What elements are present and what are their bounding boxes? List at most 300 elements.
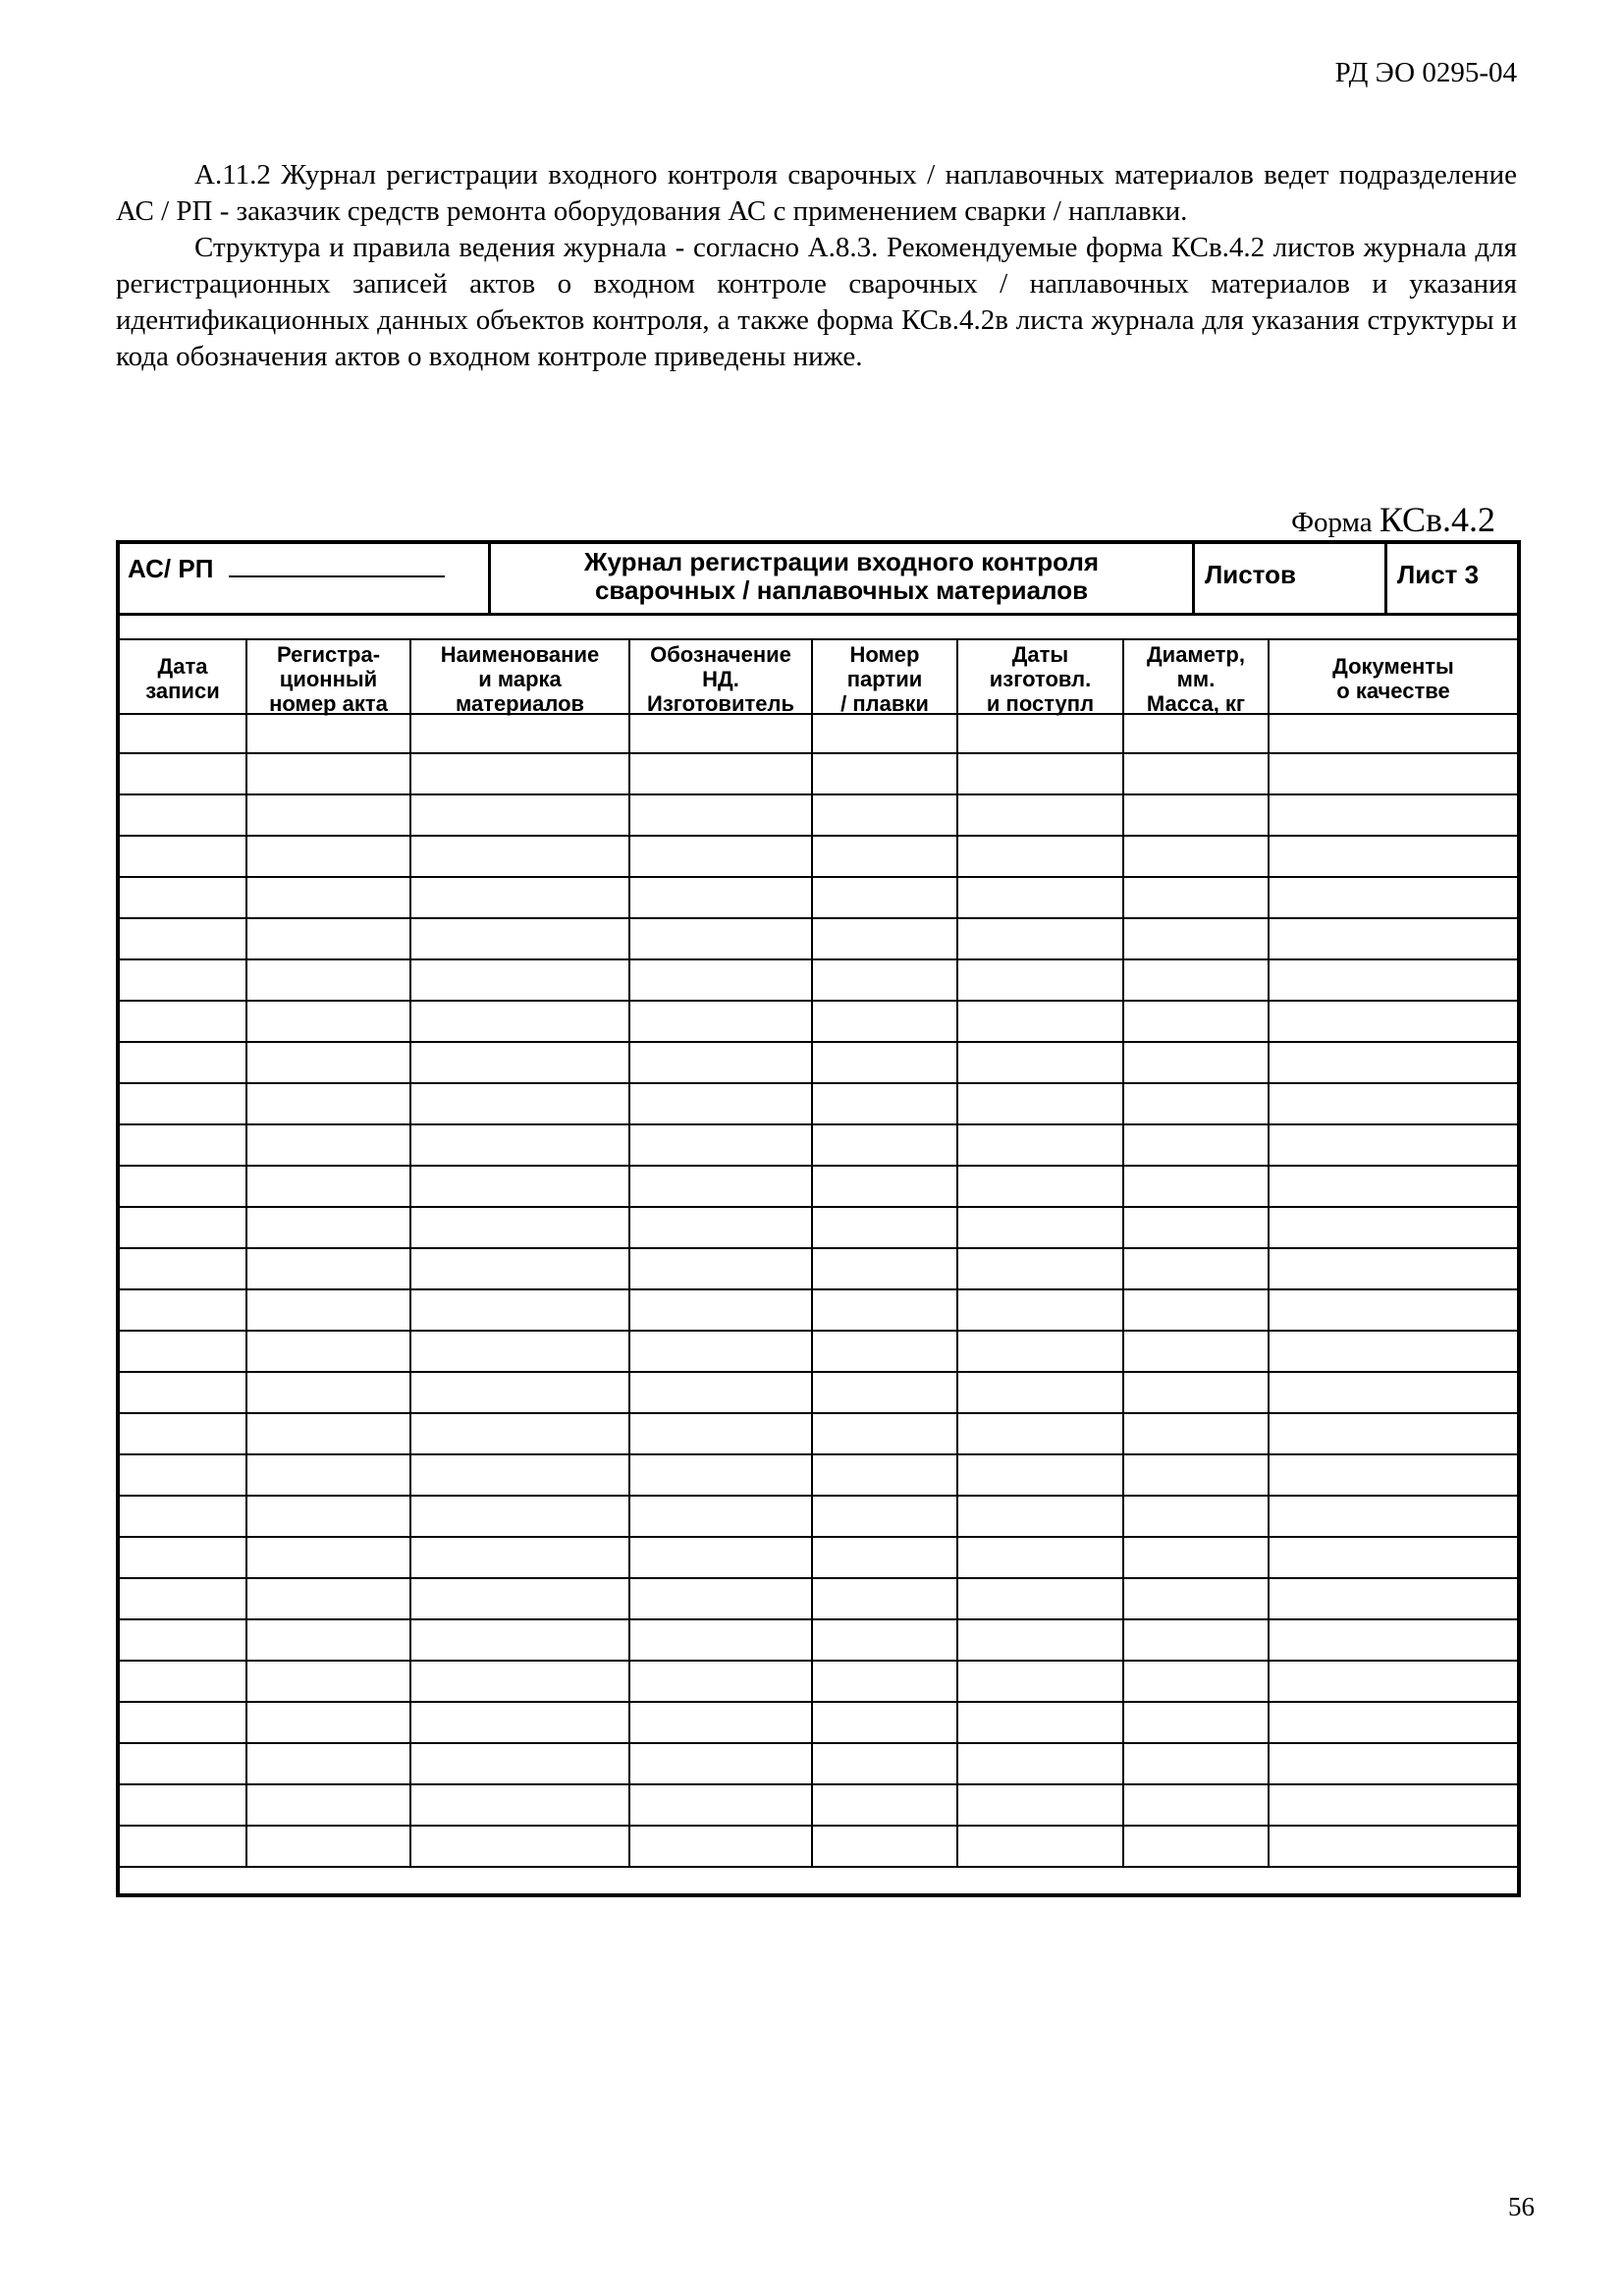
table-cell[interactable] <box>813 1414 958 1453</box>
table-row <box>120 1125 1517 1167</box>
table-cell[interactable] <box>247 1827 411 1866</box>
table-cell[interactable] <box>630 878 813 917</box>
table-cell[interactable] <box>958 1538 1124 1577</box>
table-cell[interactable] <box>247 1125 411 1165</box>
table-cell[interactable] <box>813 1043 958 1082</box>
table-cell[interactable] <box>411 1167 630 1206</box>
table-cell[interactable] <box>630 1332 813 1371</box>
table-cell[interactable] <box>1270 1785 1517 1825</box>
table-cell[interactable] <box>411 878 630 917</box>
table-cell[interactable] <box>1270 837 1517 876</box>
table-cell[interactable] <box>630 1043 813 1082</box>
table-cell[interactable] <box>813 960 958 1000</box>
table-cell[interactable] <box>1124 1167 1270 1206</box>
table-cell[interactable] <box>813 1827 958 1866</box>
table-cell[interactable] <box>813 837 958 876</box>
table-cell[interactable] <box>247 1744 411 1783</box>
journal-header <box>120 544 1517 616</box>
table-cell[interactable] <box>1124 713 1270 752</box>
table-cell[interactable] <box>247 1084 411 1123</box>
table-cell[interactable] <box>120 1662 247 1701</box>
table-cell[interactable] <box>813 1002 958 1041</box>
table-cell[interactable] <box>120 1002 247 1041</box>
table-cell[interactable] <box>120 1249 247 1288</box>
table-cell[interactable] <box>630 919 813 958</box>
column-header <box>247 638 411 716</box>
table-cell[interactable] <box>813 1785 958 1825</box>
table-cell[interactable] <box>813 919 958 958</box>
column-header <box>120 638 247 713</box>
table-cell[interactable] <box>120 919 247 958</box>
table-cell[interactable] <box>411 1497 630 1536</box>
table-cell[interactable] <box>1270 1497 1517 1536</box>
table-cell[interactable] <box>411 1744 630 1783</box>
table-cell[interactable] <box>247 1414 411 1453</box>
table-cell[interactable] <box>411 1579 630 1618</box>
table-cell[interactable] <box>247 1373 411 1412</box>
table-cell[interactable] <box>1270 1827 1517 1866</box>
table-cell[interactable] <box>958 1290 1124 1330</box>
table-row <box>120 713 1517 754</box>
table-cell[interactable] <box>247 1455 411 1495</box>
column-header-line: Регистра- <box>276 642 381 667</box>
table-cell[interactable] <box>411 795 630 835</box>
table-cell[interactable] <box>958 1167 1124 1206</box>
table-cell[interactable] <box>120 1538 247 1577</box>
table-cell[interactable] <box>958 1785 1124 1825</box>
table-cell[interactable] <box>247 1332 411 1371</box>
table-cell[interactable] <box>120 1827 247 1866</box>
table-cell[interactable] <box>411 1785 630 1825</box>
table-cell[interactable] <box>120 795 247 835</box>
table-cell[interactable] <box>1124 1497 1270 1536</box>
column-header-line: партии <box>846 667 923 691</box>
table-cell[interactable] <box>813 1703 958 1742</box>
column-header-line: номер акта <box>269 691 388 716</box>
table-cell[interactable] <box>630 1125 813 1165</box>
table-row <box>120 1167 1517 1208</box>
table-cell[interactable] <box>1270 1538 1517 1577</box>
table-cell[interactable] <box>813 1332 958 1371</box>
table-cell[interactable] <box>411 1208 630 1247</box>
table-cell[interactable] <box>411 1332 630 1371</box>
table-cell[interactable] <box>1270 1373 1517 1412</box>
table-cell[interactable] <box>247 1538 411 1577</box>
table-cell[interactable] <box>958 1002 1124 1041</box>
table-cell[interactable] <box>1124 1827 1270 1866</box>
table-cell[interactable] <box>247 1167 411 1206</box>
table-cell[interactable] <box>1270 1125 1517 1165</box>
table-row <box>120 1744 1517 1785</box>
column-header-line: Масса, кг <box>1146 691 1246 716</box>
table-row <box>120 1579 1517 1620</box>
table-cell[interactable] <box>120 837 247 876</box>
column-header-line: / плавки <box>840 691 929 716</box>
table-cell[interactable] <box>630 1538 813 1577</box>
table-cell[interactable] <box>813 1249 958 1288</box>
table-cell[interactable] <box>411 1538 630 1577</box>
paragraph: Структура и правила ведения журнала - согласно А.8.3. Рекомендуемые форма КСв.4.2 листов журнала для регистрационных записей актов о входном контроле сварочных / наплавочных материалов и указания идентификационных данных объектов контроля, а также форма КСв.4.2в листа журнала для указания структуры и кода обозначения актов о входном контроле приведены ниже. <box>116 232 1517 372</box>
column-header-line: Диаметр, <box>1147 642 1245 667</box>
table-cell[interactable] <box>411 1290 630 1330</box>
table-cell[interactable] <box>630 713 813 752</box>
table-cell[interactable] <box>958 837 1124 876</box>
table-cell[interactable] <box>247 1249 411 1288</box>
table-cell[interactable] <box>247 713 411 752</box>
column-header-line: Даты <box>1011 642 1069 667</box>
table-cell[interactable] <box>958 1249 1124 1288</box>
table-cell[interactable] <box>813 795 958 835</box>
table-cell[interactable] <box>1270 795 1517 835</box>
table-cell[interactable] <box>1270 1455 1517 1495</box>
table-cell[interactable] <box>1270 1249 1517 1288</box>
table-cell[interactable] <box>247 1662 411 1701</box>
table-row <box>120 1332 1517 1373</box>
table-cell[interactable] <box>958 1208 1124 1247</box>
table-cell[interactable] <box>630 1167 813 1206</box>
table-cell[interactable] <box>247 1785 411 1825</box>
table-row <box>120 1662 1517 1703</box>
journal-form <box>116 540 1521 1897</box>
table-row <box>120 960 1517 1002</box>
table-cell[interactable] <box>630 1084 813 1123</box>
table-cell[interactable] <box>813 713 958 752</box>
table-cell[interactable] <box>1124 1455 1270 1495</box>
table-cell[interactable] <box>1270 960 1517 1000</box>
column-header-line: записи <box>145 679 220 703</box>
table-row <box>120 1043 1517 1084</box>
form-code: КСв.4.2 <box>1379 500 1495 539</box>
table-row <box>120 1538 1517 1579</box>
column-header-line: ционный <box>279 667 378 691</box>
table-cell[interactable] <box>1124 1125 1270 1165</box>
table-cell[interactable] <box>1124 1414 1270 1453</box>
table-cell[interactable] <box>1270 1167 1517 1206</box>
table-cell[interactable] <box>813 1208 958 1247</box>
table-cell[interactable] <box>247 1208 411 1247</box>
table-cell[interactable] <box>1124 1703 1270 1742</box>
org-label: АС/ РП <box>128 554 214 583</box>
table-cell[interactable] <box>630 960 813 1000</box>
table-cell[interactable] <box>630 837 813 876</box>
table-cell[interactable] <box>1270 713 1517 752</box>
table-cell[interactable] <box>630 795 813 835</box>
table-cell[interactable] <box>1124 1579 1270 1618</box>
table-cell[interactable] <box>120 1167 247 1206</box>
table-row <box>120 795 1517 837</box>
column-header-line: Наименование <box>440 642 600 667</box>
table-cell[interactable] <box>1124 1084 1270 1123</box>
table-row <box>120 1373 1517 1414</box>
table-row <box>120 1497 1517 1538</box>
table-cell[interactable] <box>411 1249 630 1288</box>
table-cell[interactable] <box>630 1785 813 1825</box>
table-cell[interactable] <box>813 1167 958 1206</box>
journal-title-line: сварочных / наплавочных материалов <box>594 575 1089 605</box>
table-cell[interactable] <box>1124 919 1270 958</box>
table-cell[interactable] <box>120 1084 247 1123</box>
table-cell[interactable] <box>411 919 630 958</box>
table-cell[interactable] <box>120 1414 247 1453</box>
table-cell[interactable] <box>1270 1002 1517 1041</box>
table-cell[interactable] <box>958 1332 1124 1371</box>
table-cell[interactable] <box>958 1414 1124 1453</box>
form-label-prefix: Форма <box>1291 507 1373 538</box>
table-cell[interactable] <box>630 1414 813 1453</box>
table-cell[interactable] <box>813 1084 958 1123</box>
column-header-line: Дата <box>157 654 208 679</box>
table-cell[interactable] <box>247 1002 411 1041</box>
table-cell[interactable] <box>1124 1538 1270 1577</box>
sheet-number: Лист 3 <box>1397 560 1480 589</box>
table-cell[interactable] <box>630 1497 813 1536</box>
table-cell[interactable] <box>1124 1290 1270 1330</box>
table-cell[interactable] <box>1124 1620 1270 1660</box>
table-cell[interactable] <box>120 878 247 917</box>
table-row <box>120 1249 1517 1290</box>
table-cell[interactable] <box>1124 1332 1270 1371</box>
column-header-line: изготовл. <box>989 667 1092 691</box>
column-header-line: и поступл <box>986 691 1095 716</box>
table-cell[interactable] <box>630 1373 813 1412</box>
table-cell[interactable] <box>813 1455 958 1495</box>
table-cell[interactable] <box>120 713 247 752</box>
table-cell[interactable] <box>1124 1373 1270 1412</box>
table-cell[interactable] <box>813 1125 958 1165</box>
table-cell[interactable] <box>120 1620 247 1660</box>
table-cell[interactable] <box>958 1662 1124 1701</box>
table-cell[interactable] <box>630 1827 813 1866</box>
table-cell[interactable] <box>120 1125 247 1165</box>
table-cell[interactable] <box>630 1579 813 1618</box>
table-cell[interactable] <box>1270 1290 1517 1330</box>
table-cell[interactable] <box>120 1579 247 1618</box>
table-cell[interactable] <box>813 1538 958 1577</box>
table-cell[interactable] <box>958 1497 1124 1536</box>
table-cell[interactable] <box>411 1043 630 1082</box>
separator-row <box>120 613 1517 640</box>
journal-title-line: Журнал регистрации входного контроля <box>583 547 1100 576</box>
table-cell[interactable] <box>813 1373 958 1412</box>
table-row <box>120 1785 1517 1827</box>
table-cell[interactable] <box>958 1579 1124 1618</box>
table-cell[interactable] <box>411 1125 630 1165</box>
table-cell[interactable] <box>1270 754 1517 793</box>
table-cell[interactable] <box>411 837 630 876</box>
table-cell[interactable] <box>1124 795 1270 835</box>
table-row <box>120 1084 1517 1125</box>
table-cell[interactable] <box>411 1084 630 1123</box>
table-row <box>120 878 1517 919</box>
table-cell[interactable] <box>120 1703 247 1742</box>
table-row <box>120 754 1517 795</box>
table-cell[interactable] <box>958 1703 1124 1742</box>
table-cell[interactable] <box>120 1290 247 1330</box>
page-number: 56 <box>1508 2192 1535 2221</box>
table-cell[interactable] <box>1270 1043 1517 1082</box>
table-cell[interactable] <box>411 1703 630 1742</box>
document-code: РД ЭО 0295-04 <box>1334 57 1517 88</box>
table-cell[interactable] <box>1270 1703 1517 1742</box>
table-cell[interactable] <box>1124 1662 1270 1701</box>
table-cell[interactable] <box>630 1620 813 1660</box>
journal-rows <box>120 713 1517 1868</box>
table-cell[interactable] <box>120 1785 247 1825</box>
table-cell[interactable] <box>1270 1332 1517 1371</box>
column-header-line: НД. <box>702 667 739 691</box>
table-row <box>120 1827 1517 1868</box>
table-row <box>120 1002 1517 1043</box>
column-header-line: Документы <box>1332 654 1454 679</box>
table-cell[interactable] <box>247 1497 411 1536</box>
table-cell[interactable] <box>958 754 1124 793</box>
table-cell[interactable] <box>1124 1208 1270 1247</box>
table-cell[interactable] <box>813 1579 958 1618</box>
table-cell[interactable] <box>1124 1002 1270 1041</box>
table-row <box>120 1703 1517 1744</box>
table-cell[interactable] <box>411 1662 630 1701</box>
table-cell[interactable] <box>958 1373 1124 1412</box>
column-header-line: Изготовитель <box>647 691 794 716</box>
table-cell[interactable] <box>958 1620 1124 1660</box>
table-cell[interactable] <box>958 1827 1124 1866</box>
table-cell[interactable] <box>247 754 411 793</box>
table-cell[interactable] <box>120 754 247 793</box>
table-cell[interactable] <box>958 1125 1124 1165</box>
table-row <box>120 1620 1517 1662</box>
table-cell[interactable] <box>1270 1084 1517 1123</box>
table-cell[interactable] <box>813 878 958 917</box>
table-cell[interactable] <box>630 754 813 793</box>
table-cell[interactable] <box>1270 919 1517 958</box>
table-cell[interactable] <box>630 1455 813 1495</box>
table-cell[interactable] <box>1124 1744 1270 1783</box>
table-cell[interactable] <box>630 1208 813 1247</box>
table-cell[interactable] <box>1270 1208 1517 1247</box>
column-header-line: и марка <box>478 667 562 691</box>
table-cell[interactable] <box>958 878 1124 917</box>
table-cell[interactable] <box>247 960 411 1000</box>
table-cell[interactable] <box>411 1620 630 1660</box>
table-cell[interactable] <box>1124 754 1270 793</box>
column-header <box>411 638 630 716</box>
table-cell[interactable] <box>958 1455 1124 1495</box>
table-cell[interactable] <box>120 1332 247 1371</box>
table-cell[interactable] <box>411 754 630 793</box>
table-row <box>120 1208 1517 1249</box>
table-cell[interactable] <box>958 919 1124 958</box>
table-cell[interactable] <box>958 1744 1124 1783</box>
table-cell[interactable] <box>958 1084 1124 1123</box>
table-cell[interactable] <box>958 960 1124 1000</box>
table-cell[interactable] <box>120 1043 247 1082</box>
table-cell[interactable] <box>1270 1414 1517 1453</box>
org-field <box>120 544 491 613</box>
column-header-line: Номер <box>849 642 920 667</box>
table-cell[interactable] <box>813 1620 958 1660</box>
table-cell[interactable] <box>630 1744 813 1783</box>
table-cell[interactable] <box>958 1043 1124 1082</box>
table-cell[interactable] <box>120 1208 247 1247</box>
table-cell[interactable] <box>1124 878 1270 917</box>
table-cell[interactable] <box>813 1662 958 1701</box>
table-cell[interactable] <box>247 1043 411 1082</box>
table-cell[interactable] <box>813 1497 958 1536</box>
table-cell[interactable] <box>411 1414 630 1453</box>
table-cell[interactable] <box>813 1744 958 1783</box>
sheets-count: Листов <box>1195 544 1387 613</box>
form-label <box>1291 499 1495 540</box>
table-cell[interactable] <box>411 960 630 1000</box>
table-cell[interactable] <box>247 1703 411 1742</box>
table-cell[interactable] <box>247 837 411 876</box>
table-cell[interactable] <box>411 1827 630 1866</box>
table-row <box>120 837 1517 878</box>
table-cell[interactable] <box>120 960 247 1000</box>
table-cell[interactable] <box>958 713 1124 752</box>
table-cell[interactable] <box>630 1290 813 1330</box>
body-text <box>116 157 1517 375</box>
table-cell[interactable] <box>411 1373 630 1412</box>
column-header <box>1270 638 1517 713</box>
table-cell[interactable] <box>1270 1744 1517 1783</box>
column-header-line: о качестве <box>1336 679 1450 703</box>
table-cell[interactable] <box>247 1620 411 1660</box>
column-header <box>1124 638 1270 716</box>
column-header-row <box>120 638 1517 715</box>
table-cell[interactable] <box>813 1290 958 1330</box>
table-cell[interactable] <box>247 1579 411 1618</box>
table-cell[interactable] <box>630 1002 813 1041</box>
table-row <box>120 919 1517 960</box>
table-row <box>120 1290 1517 1332</box>
table-cell[interactable] <box>1124 960 1270 1000</box>
table-cell[interactable] <box>1270 1579 1517 1618</box>
table-cell[interactable] <box>411 713 630 752</box>
column-header <box>813 638 958 716</box>
column-header-line: материалов <box>455 691 585 716</box>
table-cell[interactable] <box>1124 1249 1270 1288</box>
table-cell[interactable] <box>247 878 411 917</box>
table-cell[interactable] <box>813 754 958 793</box>
table-cell[interactable] <box>247 795 411 835</box>
table-cell[interactable] <box>411 1455 630 1495</box>
table-cell[interactable] <box>958 795 1124 835</box>
table-row <box>120 1414 1517 1455</box>
table-cell[interactable] <box>1124 1785 1270 1825</box>
table-cell[interactable] <box>1270 1662 1517 1701</box>
table-cell[interactable] <box>630 1249 813 1288</box>
journal-title <box>491 544 1195 613</box>
org-blank-line[interactable] <box>229 554 445 577</box>
table-cell[interactable] <box>120 1744 247 1783</box>
table-cell[interactable] <box>1270 1620 1517 1660</box>
column-header-line: мм. <box>1176 667 1216 691</box>
table-cell[interactable] <box>630 1662 813 1701</box>
table-cell[interactable] <box>247 919 411 958</box>
paragraph: А.11.2 Журнал регистрации входного контроля сварочных / наплавочных материалов ведет подразделение АС / РП - заказчик средств ремонта оборудования АС с применением сварки / наплавки. <box>116 159 1517 227</box>
table-cell[interactable] <box>411 1002 630 1041</box>
table-cell[interactable] <box>1124 837 1270 876</box>
table-cell[interactable] <box>1124 1043 1270 1082</box>
table-cell[interactable] <box>247 1290 411 1330</box>
column-header <box>958 638 1124 716</box>
table-cell[interactable] <box>120 1373 247 1412</box>
table-cell[interactable] <box>1270 878 1517 917</box>
table-cell[interactable] <box>630 1703 813 1742</box>
table-cell[interactable] <box>120 1455 247 1495</box>
table-cell[interactable] <box>120 1497 247 1536</box>
